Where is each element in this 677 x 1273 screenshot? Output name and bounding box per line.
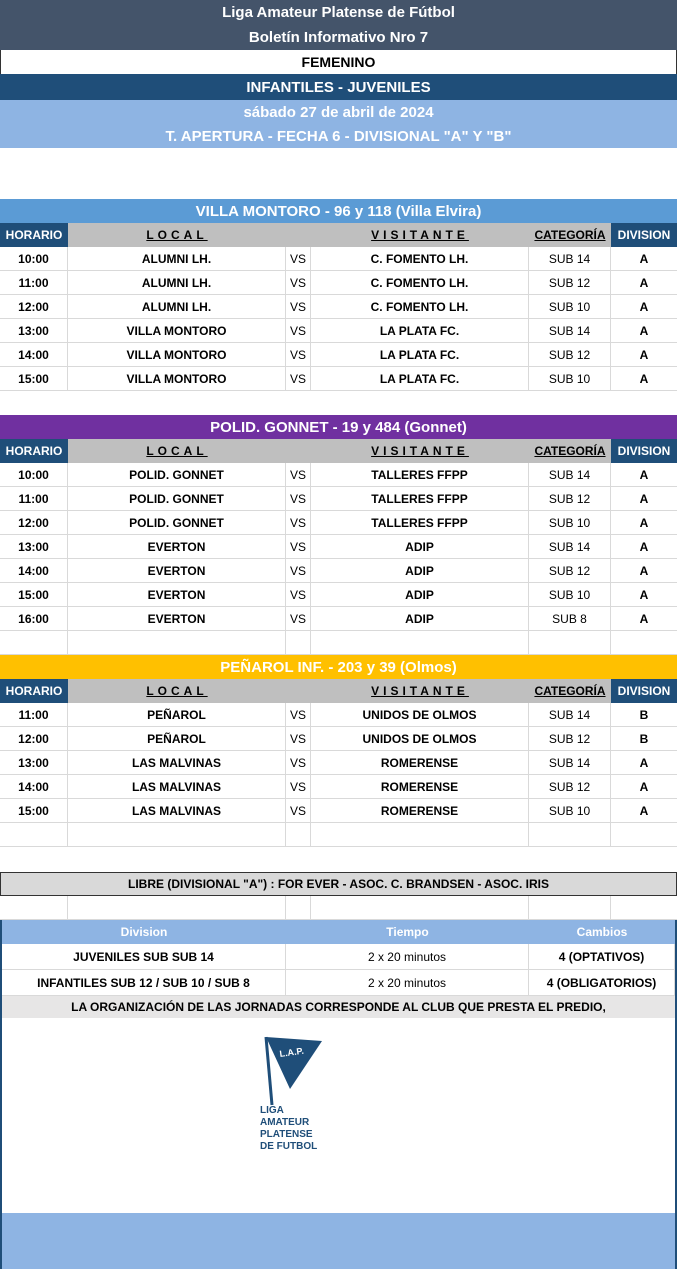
match-row bbox=[0, 727, 677, 751]
bottom-band bbox=[2, 1213, 675, 1269]
match-local-team: VILLA MONTORO bbox=[68, 343, 286, 367]
column-header-row bbox=[0, 679, 677, 703]
league-name: Liga Amateur Platense de Fútbol bbox=[222, 4, 455, 21]
match-category: SUB 14 bbox=[529, 319, 611, 343]
match-time: 14:00 bbox=[0, 343, 68, 367]
match-vs: VS bbox=[286, 271, 311, 295]
match-division: A bbox=[611, 535, 677, 559]
match-row bbox=[0, 607, 677, 631]
match-category: SUB 8 bbox=[529, 607, 611, 631]
femenino-label: FEMENINO bbox=[301, 54, 376, 70]
organization-note-text: LA ORGANIZACIÓN DE LAS JORNADAS CORRESPONDE AL CLUB QUE PRESTA EL PREDIO, bbox=[71, 1000, 606, 1014]
match-time: 15:00 bbox=[0, 583, 68, 607]
column-header-categoria: CATEGORÍA bbox=[529, 223, 611, 247]
empty-cell bbox=[286, 823, 311, 847]
match-time: 13:00 bbox=[0, 535, 68, 559]
empty-cell bbox=[311, 823, 529, 847]
spacer bbox=[0, 148, 677, 199]
match-time: 16:00 bbox=[0, 607, 68, 631]
rules-row bbox=[2, 970, 675, 996]
match-vs: VS bbox=[286, 247, 311, 271]
match-time: 15:00 bbox=[0, 367, 68, 391]
spacer bbox=[0, 391, 677, 415]
column-header-visitante: VISITANTE bbox=[311, 223, 529, 247]
match-division: A bbox=[611, 319, 677, 343]
logo-area bbox=[2, 1018, 675, 1213]
logo-flag-text: L.A.P. bbox=[278, 1045, 305, 1059]
empty-cell bbox=[611, 896, 677, 920]
match-time: 12:00 bbox=[0, 511, 68, 535]
match-visitor-team: LA PLATA FC. bbox=[311, 319, 529, 343]
match-category: SUB 14 bbox=[529, 463, 611, 487]
empty-cell bbox=[529, 631, 611, 655]
rules-header-tiempo: Tiempo bbox=[386, 925, 429, 939]
match-local-team: VILLA MONTORO bbox=[68, 367, 286, 391]
empty-cell bbox=[286, 896, 311, 920]
match-visitor-team: ROMERENSE bbox=[311, 751, 529, 775]
rules-division: JUVENILES SUB SUB 14 bbox=[2, 944, 286, 970]
empty-cell bbox=[68, 631, 286, 655]
match-vs: VS bbox=[286, 511, 311, 535]
libre-banner bbox=[0, 872, 677, 896]
match-division: A bbox=[611, 751, 677, 775]
match-row bbox=[0, 463, 677, 487]
column-header-horario: HORARIO bbox=[0, 679, 68, 703]
empty-cell bbox=[611, 631, 677, 655]
match-vs: VS bbox=[286, 751, 311, 775]
infantiles-label: INFANTILES - JUVENILES bbox=[246, 78, 431, 96]
match-vs: VS bbox=[286, 487, 311, 511]
match-local-team: EVERTON bbox=[68, 607, 286, 631]
column-header-local: LOCAL bbox=[68, 679, 286, 703]
date-band bbox=[0, 100, 677, 124]
match-local-team: LAS MALVINAS bbox=[68, 751, 286, 775]
empty-cell bbox=[311, 896, 529, 920]
match-row bbox=[0, 703, 677, 727]
match-local-team: VILLA MONTORO bbox=[68, 319, 286, 343]
match-category: SUB 10 bbox=[529, 511, 611, 535]
venues-container bbox=[0, 199, 677, 847]
bulletin-band bbox=[0, 25, 677, 50]
match-visitor-team: ADIP bbox=[311, 535, 529, 559]
match-division: A bbox=[611, 271, 677, 295]
match-vs: VS bbox=[286, 703, 311, 727]
rules-tiempo: 2 x 20 minutos bbox=[286, 970, 529, 996]
rules-tiempo: 2 x 20 minutos bbox=[286, 944, 529, 970]
infantiles-band bbox=[0, 74, 677, 100]
match-vs: VS bbox=[286, 607, 311, 631]
column-header-division: DIVISION bbox=[611, 223, 677, 247]
match-date: sábado 27 de abril de 2024 bbox=[243, 103, 434, 121]
empty-row bbox=[0, 631, 677, 655]
rules-header bbox=[2, 920, 675, 944]
match-local-team: POLID. GONNET bbox=[68, 487, 286, 511]
match-vs: VS bbox=[286, 295, 311, 319]
match-division: A bbox=[611, 487, 677, 511]
match-local-team: PEÑAROL bbox=[68, 727, 286, 751]
column-header-visitante: VISITANTE bbox=[311, 439, 529, 463]
match-division: B bbox=[611, 727, 677, 751]
match-time: 13:00 bbox=[0, 751, 68, 775]
match-time: 14:00 bbox=[0, 559, 68, 583]
match-visitor-team: C. FOMENTO LH. bbox=[311, 247, 529, 271]
match-division: A bbox=[611, 295, 677, 319]
match-visitor-team: UNIDOS DE OLMOS bbox=[311, 727, 529, 751]
match-vs: VS bbox=[286, 727, 311, 751]
match-vs: VS bbox=[286, 463, 311, 487]
venue-section bbox=[0, 655, 677, 847]
libre-text: LIBRE (DIVISIONAL "A") : FOR EVER - ASOC. C. BRANDSEN - ASOC. IRIS bbox=[128, 877, 549, 891]
match-category: SUB 14 bbox=[529, 535, 611, 559]
match-category: SUB 12 bbox=[529, 775, 611, 799]
column-header-horario: HORARIO bbox=[0, 439, 68, 463]
match-time: 11:00 bbox=[0, 271, 68, 295]
match-local-team: LAS MALVINAS bbox=[68, 799, 286, 823]
match-vs: VS bbox=[286, 559, 311, 583]
match-category: SUB 12 bbox=[529, 271, 611, 295]
empty-cell bbox=[68, 823, 286, 847]
match-row bbox=[0, 535, 677, 559]
title-band bbox=[0, 0, 677, 25]
match-category: SUB 12 bbox=[529, 727, 611, 751]
match-time: 11:00 bbox=[0, 703, 68, 727]
match-local-team: ALUMNI LH. bbox=[68, 247, 286, 271]
match-division: A bbox=[611, 247, 677, 271]
match-division: A bbox=[611, 799, 677, 823]
match-local-team: EVERTON bbox=[68, 583, 286, 607]
column-header-vs bbox=[286, 223, 311, 247]
rules-header-cambios: Cambios bbox=[576, 925, 628, 939]
match-visitor-team: ADIP bbox=[311, 583, 529, 607]
rules-cambios: 4 (OPTATIVOS) bbox=[529, 944, 675, 970]
match-row bbox=[0, 295, 677, 319]
match-visitor-team: C. FOMENTO LH. bbox=[311, 271, 529, 295]
empty-cell bbox=[68, 896, 286, 920]
column-header-categoria: CATEGORÍA bbox=[529, 679, 611, 703]
match-category: SUB 10 bbox=[529, 295, 611, 319]
match-division: A bbox=[611, 343, 677, 367]
column-header-division: DIVISION bbox=[611, 439, 677, 463]
match-local-team: LAS MALVINAS bbox=[68, 775, 286, 799]
match-division: A bbox=[611, 583, 677, 607]
venue-section bbox=[0, 415, 677, 655]
venue-title: POLID. GONNET - 19 y 484 (Gonnet) bbox=[0, 415, 677, 439]
match-category: SUB 10 bbox=[529, 799, 611, 823]
match-visitor-team: TALLERES FFPP bbox=[311, 487, 529, 511]
tournament-band bbox=[0, 124, 677, 148]
match-category: SUB 12 bbox=[529, 343, 611, 367]
match-row bbox=[0, 487, 677, 511]
match-vs: VS bbox=[286, 583, 311, 607]
empty-cell bbox=[311, 631, 529, 655]
match-division: A bbox=[611, 559, 677, 583]
match-division: A bbox=[611, 367, 677, 391]
venue-section bbox=[0, 199, 677, 415]
column-header-horario: HORARIO bbox=[0, 223, 68, 247]
match-category: SUB 10 bbox=[529, 367, 611, 391]
match-time: 12:00 bbox=[0, 727, 68, 751]
empty-cell bbox=[286, 631, 311, 655]
match-local-team: EVERTON bbox=[68, 559, 286, 583]
match-row bbox=[0, 511, 677, 535]
match-local-team: ALUMNI LH. bbox=[68, 271, 286, 295]
match-category: SUB 10 bbox=[529, 583, 611, 607]
match-visitor-team: TALLERES FFPP bbox=[311, 511, 529, 535]
match-visitor-team: ADIP bbox=[311, 559, 529, 583]
empty-row bbox=[0, 823, 677, 847]
match-category: SUB 14 bbox=[529, 247, 611, 271]
logo-line: AMATEUR bbox=[260, 1117, 310, 1128]
tournament-label: T. APERTURA - FECHA 6 - DIVISIONAL "A" Y "B" bbox=[165, 127, 512, 145]
logo-line: DE FUTBOL bbox=[260, 1141, 318, 1152]
match-time: 12:00 bbox=[0, 295, 68, 319]
column-header-row bbox=[0, 439, 677, 463]
match-row bbox=[0, 319, 677, 343]
match-visitor-team: TALLERES FFPP bbox=[311, 463, 529, 487]
column-header-row bbox=[0, 223, 677, 247]
empty-cell bbox=[0, 823, 68, 847]
column-header-vs bbox=[286, 439, 311, 463]
match-division: A bbox=[611, 775, 677, 799]
match-row bbox=[0, 775, 677, 799]
match-local-team: ALUMNI LH. bbox=[68, 295, 286, 319]
match-time: 10:00 bbox=[0, 247, 68, 271]
match-visitor-team: LA PLATA FC. bbox=[311, 367, 529, 391]
match-row bbox=[0, 751, 677, 775]
match-time: 10:00 bbox=[0, 463, 68, 487]
column-header-local: LOCAL bbox=[68, 439, 286, 463]
organization-note bbox=[2, 996, 675, 1018]
rules-cambios: 4 (OBLIGATORIOS) bbox=[529, 970, 675, 996]
rules-division: INFANTILES SUB 12 / SUB 10 / SUB 8 bbox=[2, 970, 286, 996]
match-visitor-team: ROMERENSE bbox=[311, 799, 529, 823]
match-vs: VS bbox=[286, 319, 311, 343]
match-vs: VS bbox=[286, 367, 311, 391]
match-vs: VS bbox=[286, 775, 311, 799]
match-local-team: POLID. GONNET bbox=[68, 511, 286, 535]
empty-cell bbox=[529, 896, 611, 920]
logo-text bbox=[260, 1105, 317, 1153]
spacer bbox=[0, 847, 677, 872]
venue-title: VILLA MONTORO - 96 y 118 (Villa Elvira) bbox=[0, 199, 677, 223]
match-local-team: POLID. GONNET bbox=[68, 463, 286, 487]
match-row bbox=[0, 799, 677, 823]
match-visitor-team: C. FOMENTO LH. bbox=[311, 295, 529, 319]
match-category: SUB 12 bbox=[529, 559, 611, 583]
match-category: SUB 14 bbox=[529, 703, 611, 727]
match-visitor-team: LA PLATA FC. bbox=[311, 343, 529, 367]
empty-row bbox=[0, 896, 677, 920]
femenino-band bbox=[0, 50, 677, 74]
match-row bbox=[0, 343, 677, 367]
column-header-local: LOCAL bbox=[68, 223, 286, 247]
rules-row bbox=[2, 944, 675, 970]
rules-table bbox=[0, 920, 677, 1269]
match-time: 15:00 bbox=[0, 799, 68, 823]
empty-cell bbox=[0, 631, 68, 655]
match-division: A bbox=[611, 607, 677, 631]
column-header-categoria: CATEGORÍA bbox=[529, 439, 611, 463]
match-category: SUB 12 bbox=[529, 487, 611, 511]
venue-title: PEÑAROL INF. - 203 y 39 (Olmos) bbox=[0, 655, 677, 679]
match-visitor-team: UNIDOS DE OLMOS bbox=[311, 703, 529, 727]
empty-cell bbox=[529, 823, 611, 847]
bulletin-title: Boletín Informativo Nro 7 bbox=[248, 29, 429, 46]
match-time: 14:00 bbox=[0, 775, 68, 799]
match-time: 13:00 bbox=[0, 319, 68, 343]
match-category: SUB 14 bbox=[529, 751, 611, 775]
rules-header-division: Division bbox=[120, 925, 168, 939]
match-row bbox=[0, 583, 677, 607]
column-header-vs bbox=[286, 679, 311, 703]
match-row bbox=[0, 367, 677, 391]
logo-line: LIGA bbox=[260, 1105, 284, 1116]
column-header-visitante: VISITANTE bbox=[311, 679, 529, 703]
match-vs: VS bbox=[286, 535, 311, 559]
empty-cell bbox=[611, 823, 677, 847]
match-local-team: PEÑAROL bbox=[68, 703, 286, 727]
empty-cell bbox=[0, 896, 68, 920]
match-visitor-team: ADIP bbox=[311, 607, 529, 631]
match-vs: VS bbox=[286, 343, 311, 367]
column-header-division: DIVISION bbox=[611, 679, 677, 703]
match-local-team: EVERTON bbox=[68, 535, 286, 559]
match-division: A bbox=[611, 511, 677, 535]
logo-line: PLATENSE bbox=[260, 1129, 313, 1140]
match-row bbox=[0, 271, 677, 295]
match-row bbox=[0, 559, 677, 583]
match-visitor-team: ROMERENSE bbox=[311, 775, 529, 799]
match-vs: VS bbox=[286, 799, 311, 823]
match-division: B bbox=[611, 703, 677, 727]
match-time: 11:00 bbox=[0, 487, 68, 511]
match-row bbox=[0, 247, 677, 271]
match-division: A bbox=[611, 463, 677, 487]
